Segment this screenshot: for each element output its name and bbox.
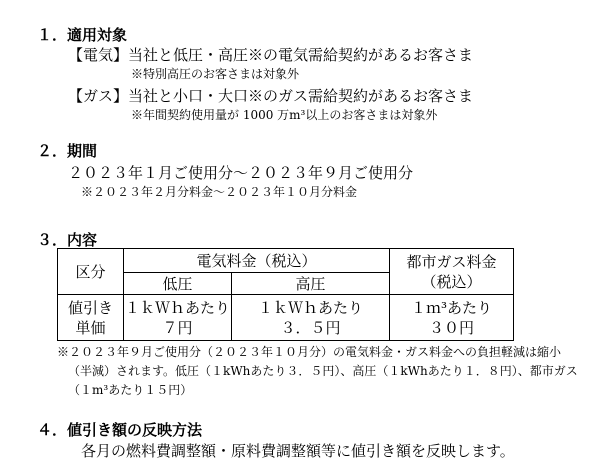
table-header-gas xyxy=(390,249,514,295)
electric-target-text: 【電気】当社と低圧・高圧※の電気需給契約があるお客さま xyxy=(68,46,474,64)
table-cell-high xyxy=(232,295,390,341)
gas-target-text: 【ガス】当社と小口・大口※のガス需給契約があるお客さま xyxy=(68,87,474,105)
reduction-note-line3: （１m³あたり１５円） xyxy=(68,383,193,397)
section-heading-method: ４．値引き額の反映方法 xyxy=(37,421,203,439)
table-header-gas-line1: 都市ガス料金 xyxy=(406,252,497,271)
period-text: ２０２３年１月ご使用分～２０２３年９月ご使用分 xyxy=(68,164,414,182)
table-header-electric: 電気料金（税込） xyxy=(124,249,390,273)
row-label-line2: 単価 xyxy=(75,318,106,337)
table-header-low-voltage: 低圧 xyxy=(124,273,232,295)
gas-value: ３０円 xyxy=(428,318,474,337)
billing-period-note: ※２０２３年２月分料金～２０２３年１０月分料金 xyxy=(81,185,358,199)
table-header-gas-line2: （税込） xyxy=(421,272,482,291)
section-heading-applicable: １．適用対象 xyxy=(37,26,128,44)
low-unit: １ｋＷｈあたり xyxy=(124,298,230,317)
reduction-note-line1: ※２０２３年９月ご使用分（２０２３年１０月分）の電気料金・ガス料金への負担軽減は縮小 xyxy=(57,345,562,359)
section-heading-content: ３．内容 xyxy=(37,231,98,249)
table-header-kubun: 区分 xyxy=(58,249,124,295)
gas-unit: １ｍ³あたり xyxy=(410,298,492,317)
electric-target-note: ※特別高圧のお客さまは対象外 xyxy=(131,67,300,81)
section-heading-period: ２．期間 xyxy=(37,142,98,160)
high-unit: １ｋＷｈあたり xyxy=(257,298,363,317)
table-cell-low xyxy=(124,295,232,341)
table-header-high-voltage: 高圧 xyxy=(232,273,390,295)
method-text: 各月の燃料費調整額・原料費調整額等に値引き額を反映します。 xyxy=(81,442,515,460)
gas-target-note: ※年間契約使用量が 1000 万m³以上のお客さまは対象外 xyxy=(131,108,438,122)
row-label-line1: 値引き xyxy=(67,298,113,317)
discount-table xyxy=(57,248,514,341)
table-cell-gas xyxy=(390,295,514,341)
reduction-note-line2: （半減）されます。低圧（１kWhあたり３．５円）、高圧（１kWhあたり１．８円）、都市ガス xyxy=(68,364,578,378)
low-value: ７円 xyxy=(162,318,193,337)
high-value: ３．５円 xyxy=(280,318,341,337)
table-row-label xyxy=(58,295,124,341)
